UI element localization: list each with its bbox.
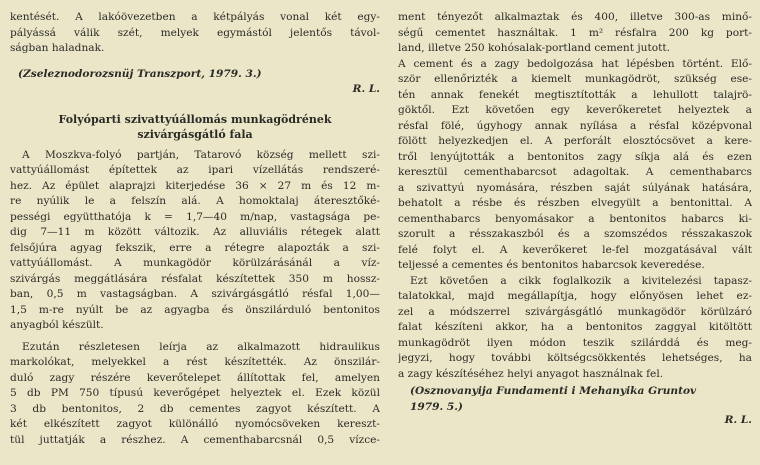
source-citation: [398, 384, 752, 415]
text-line: behatolt a résbe és részben elvegyült a bentonittal. A: [398, 197, 752, 209]
text-line: tről lenyújtották a bentonitos zagy síkja alá és ezen: [398, 150, 752, 163]
text-line: felé folyt el. A keverőkeret le-fel mozgatásával vált: [398, 243, 752, 256]
intro-author-initials: R. L.: [352, 83, 380, 95]
paragraph-procedure: [398, 57, 752, 274]
text-line: vattyúállomást építettek az ipari vízellátás rendszeré-: [10, 164, 380, 176]
title-line: szivárgásgátló fala: [137, 127, 253, 141]
text-line: jegyzi, hogy további költségcsökkentés lehetséges, ha: [398, 352, 752, 364]
text-line: felsőjúra agyag fekszik, erre a rétegre alapozták a szi-: [10, 241, 380, 254]
text-line: zel a módszerrel szivárgásgátló munkagödör körülzáró: [398, 305, 752, 318]
title-line: Folyóparti szivattyúállomás munkagödrének: [58, 112, 332, 126]
text-line: teljessé a cementes és bentonitos habarcsok keveredése.: [398, 259, 705, 271]
intro-paragraph: [10, 10, 380, 57]
text-line: ságban haladnak.: [10, 42, 105, 54]
citation-line: 1979. 5.): [410, 400, 463, 413]
intro-source-citation: (Zseleznodorozsnüj Transzport, 1979. 3.): [18, 67, 262, 80]
text-line: Ezt követően a cikk foglalkozik a kivitelezési tapasz-: [410, 274, 752, 287]
paragraph-1: [10, 148, 380, 334]
text-line: duló zagy részére keverőtelepet állítottak fel, amelyen: [10, 371, 380, 384]
text-line: pályássá válik szét, melyek egymástól jelentős távol-: [10, 26, 380, 39]
text-line: A cement és a zagy bedolgozása hat lépésben történt. Elő-: [398, 57, 752, 70]
text-line: ször ellenőrizték a kiemelt munkagödröt, szükség ese-: [398, 73, 752, 85]
text-line: ment tényezőt alkalmaztak és 400, illetve 300-as minő-: [398, 11, 752, 23]
left-column: [10, 10, 380, 448]
paragraph-conclusion: [398, 274, 752, 383]
text-line: tén annak fenekét megtisztították a lehullott talajrö-: [398, 88, 752, 101]
text-line: falat készíteni akkor, ha a bentonitos zaggyal kitöltött: [398, 321, 752, 333]
author-initials: R. L.: [724, 414, 752, 426]
text-line: dig 7—11 m között változik. Az alluviális rétegek alatt: [10, 226, 380, 238]
text-line: 3 db bentonitos, 2 db cementes zagyot készített. A: [10, 402, 380, 415]
paragraph-continued: [398, 10, 752, 57]
text-line: tül juttatják a részhez. A cementhabarcsnál 0,5 vízce-: [10, 433, 380, 446]
text-line: 5 db PM 750 típusú keverőgépet helyeztek el. Ezek közül: [10, 387, 380, 399]
text-line: talatokkal, majd megállapítja, hogy előnyösen lehet ez-: [398, 290, 752, 302]
text-line: fölött helyezkedjen el. A perforált elosztócsövet a kere-: [398, 135, 752, 147]
citation-line: (Osznovanyija Fundamenti i Mehanyika Gruntov: [410, 385, 697, 397]
text-line: munkagödröt ilyen módon teszik szilárddá és meg-: [398, 336, 752, 349]
text-line: land, illetve 250 kohósalak-portland cement jutott.: [398, 42, 670, 54]
text-line: anyagból készült.: [10, 319, 104, 331]
text-line: a szivattyú nyomására, részben saját súlyának hatására,: [398, 181, 752, 194]
text-line: Ezután részletesen leírja az alkalmazott hidraulikus: [22, 340, 380, 353]
text-line: A Moszkva-folyó partján, Tatarovó község mellett szi-: [22, 148, 380, 161]
text-line: résfal fölé, úgyhogy annak nyílása a résfal középvonal: [398, 119, 752, 132]
text-line: göktől. Ezt követően egy keverőkeretet helyeztek a: [398, 104, 752, 116]
text-line: vattyúállomást. A munkagödör körülzárásánál a víz-: [10, 257, 380, 269]
text-line: szorult a résszakaszból és a szomszédos résszakaszok: [398, 228, 752, 240]
text-line: hez. Az épület alaprajzi kiterjedése 36 × 27 m és 12 m-: [10, 179, 380, 192]
text-line: a zagy készítéséhez helyi anyagot használnak fel.: [398, 367, 664, 380]
paragraph-2: [10, 340, 380, 449]
article-title: [10, 112, 380, 142]
text-line: ban, 0,5 m vastagságban. A szivárgásgátló résfal 1,00—: [10, 288, 380, 300]
text-line: markolókat, melyekkel a rést készítették. Az önszilár-: [10, 356, 380, 368]
text-line: re nyúlik le a felszín alá. A homoktalaj áteresztőké-: [10, 195, 380, 207]
text-line: szivárgás meggátlására résfalat készítettek 350 m hossz-: [10, 272, 380, 285]
text-line: cementhabarcs benyomásakor a bentonitos habarcs ki-: [398, 212, 752, 225]
text-line: keresztül cementhabarcsot adagoltak. A cementhabarcs: [398, 166, 752, 178]
text-line: két elkészített zagyot különálló nyomócsöveken kereszt-: [10, 418, 380, 430]
text-line: pességi együtthatója k = 1,7—40 m/nap, vastagsága pe-: [10, 210, 380, 223]
text-line: kentését. A lakóövezetben a kétpályás vonal két egy-: [10, 11, 380, 23]
text-line: ségű cementet használtak. 1 m² résfalra 200 kg port-: [398, 26, 752, 39]
text-line: 1,5 m-re nyúlt be az agyagba és önszilárduló bentonitos: [10, 303, 380, 316]
right-column: [398, 10, 752, 429]
